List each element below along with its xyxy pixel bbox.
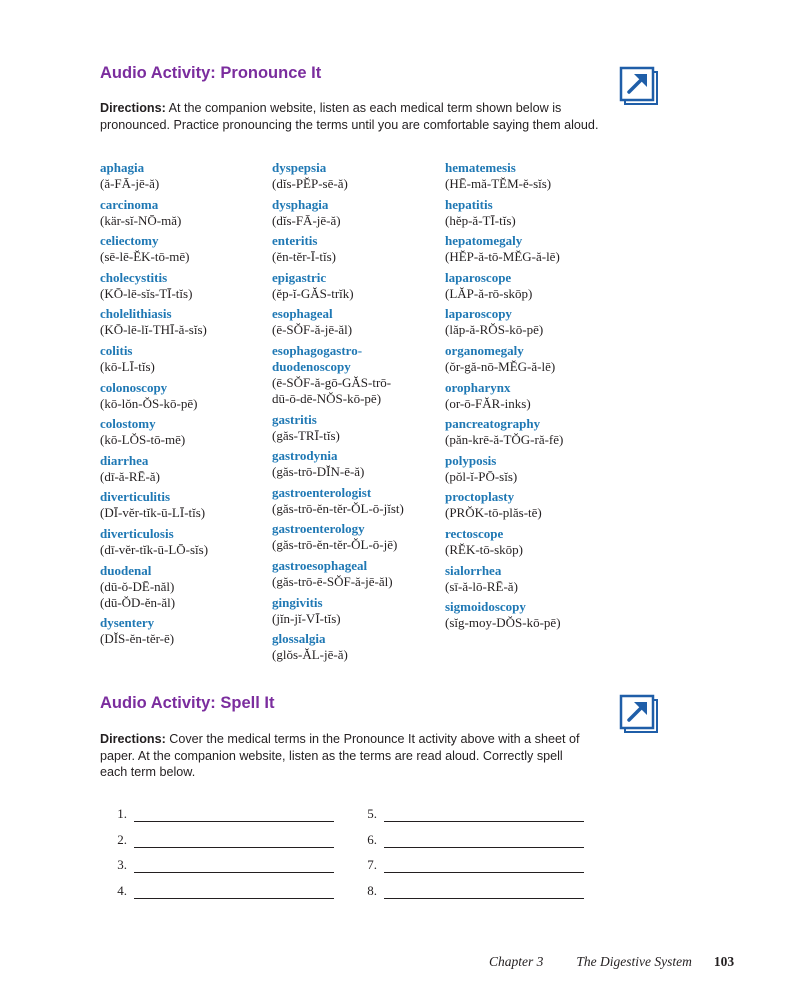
term-name: diverticulosis: [100, 525, 174, 541]
spell-number: 4.: [117, 883, 127, 898]
directions-text: At the companion website, listen as each medical term shown below is pronounced. Practice pronouncing the terms until you are comfortable saying them aloud.: [100, 101, 599, 132]
spell-item: [107, 806, 334, 822]
term-name: colitis: [100, 342, 133, 358]
term-pronunciation: (jĭn-jĭ-VĪ-tĭs): [272, 610, 341, 626]
term-entry: [445, 416, 620, 448]
term-entry: [445, 306, 620, 338]
term-column-1: [100, 160, 265, 652]
page-number: 103: [713, 954, 735, 969]
spell-number: 1.: [117, 806, 127, 821]
term-pronunciation: (kō-LŎS-tō-mē): [100, 432, 186, 448]
term-name: polyposis: [445, 452, 497, 468]
directions-label: Directions:: [100, 732, 166, 746]
term-name: sigmoidoscopy: [445, 599, 526, 615]
term-pronunciation: (DĪ-vĕr-tĭk-ū-LĪ-tĭs): [100, 505, 206, 521]
term-name: cholelithiasis: [100, 306, 172, 322]
term-pronunciation: (găs-trō-ĕn-tĕr-ŎL-ō-jĭst): [272, 500, 404, 516]
term-pronunciation: (găs-trō-ē-SŎF-ă-jē-ăl): [272, 573, 393, 589]
term-entry: [445, 563, 620, 595]
term-name: gastroenterology: [272, 521, 365, 537]
term-name: gastrodynia: [272, 448, 338, 464]
term-name: dysphagia: [272, 196, 329, 212]
term-pronunciation: (HĔP-ă-tō-MĔG-ă-lē): [445, 249, 560, 265]
term-name: duodenal: [100, 562, 152, 578]
pronounce-heading: Audio Activity: Pronounce It: [100, 64, 322, 82]
term-pronunciation: (glŏs-ĂL-jē-ă): [272, 647, 348, 663]
term-name: epigastric: [272, 269, 327, 285]
term-pronunciation: (ă-FĀ-jē-ă): [100, 176, 160, 191]
term-pronunciation: (sĭg-moy-DŎS-kō-pē): [445, 615, 561, 631]
term-pronunciation: (sē-lē-ĔK-tō-mē): [100, 249, 190, 265]
pronounce-directions: [100, 100, 600, 133]
term-name: diarrhea: [100, 452, 149, 468]
term-entry: [100, 380, 265, 412]
term-pronunciation: (ē-SŎF-ă-gō-GĂS-trō-: [272, 374, 392, 390]
term-entry: [100, 453, 265, 485]
term-entry: [272, 412, 440, 444]
term-pronunciation: (păn-krē-ă-TŎG-ră-fē): [445, 432, 564, 448]
spell-item: [357, 806, 584, 822]
term-name: carcinoma: [100, 196, 159, 212]
term-entry: [445, 453, 620, 485]
term-pronunciation: (ē-SŎF-ă-jē-ăl): [272, 322, 353, 338]
term-pronunciation: (dĭs-FĀ-jē-ă): [272, 212, 341, 228]
term-name: gastroenterologist: [272, 484, 372, 500]
spell-number: 6.: [367, 832, 377, 847]
spell-item: [357, 857, 584, 873]
audio-activity-icon[interactable]: [619, 694, 659, 734]
term-name: hepatomegaly: [445, 233, 523, 249]
term-entry: [100, 615, 265, 647]
term-pronunciation: (kär-sĭ-NŌ-mă): [100, 212, 182, 228]
term-name: rectoscope: [445, 525, 504, 541]
term-pronunciation: (dĭs-PĔP-sē-ă): [272, 176, 348, 191]
term-pronunciation: (kō-lŏn-ŎS-kō-pē): [100, 395, 198, 411]
term-name: organomegaly: [445, 342, 524, 358]
term-entry: [272, 197, 440, 229]
term-pronunciation: (lăp-ă-RŎS-kō-pē): [445, 322, 544, 338]
term-pronunciation: (sī-ă-lō-RĒ-ă): [445, 578, 518, 594]
spell-answer-line[interactable]: [384, 858, 584, 873]
term-name: laparoscope: [445, 269, 512, 285]
spell-number: 8.: [367, 883, 377, 898]
term-entry: [272, 160, 440, 192]
term-entry: [272, 521, 440, 553]
term-name: esophagogastro- duodenoscopy: [272, 342, 363, 374]
term-name: colonoscopy: [100, 379, 168, 395]
term-entry: [100, 416, 265, 448]
term-pronunciation: (DĬS-ĕn-tĕr-ē): [100, 631, 175, 647]
directions-label: Directions:: [100, 101, 166, 115]
term-entry: [272, 485, 440, 517]
term-entry: [445, 197, 620, 229]
term-name: enteritis: [272, 233, 318, 249]
term-entry: [100, 160, 265, 192]
term-pronunciation: (HĒ-mă-TĔM-ĕ-sĭs): [445, 176, 552, 191]
term-pronunciation: (LĂP-ă-rō-skōp): [445, 285, 533, 301]
spell-number: 2.: [117, 832, 127, 847]
spell-number: 5.: [367, 806, 377, 821]
term-entry: [100, 343, 265, 375]
term-column-3: [445, 160, 620, 636]
term-name: aphagia: [100, 160, 145, 175]
term-entry: [100, 563, 265, 611]
spell-item: [107, 832, 334, 848]
spell-answer-line[interactable]: [134, 807, 334, 822]
term-entry: [272, 306, 440, 338]
term-name: oropharynx: [445, 379, 511, 395]
spell-number: 7.: [367, 857, 377, 872]
term-pronunciation: (găs-trō-ĕn-tĕr-ŎL-ō-jē): [272, 537, 398, 553]
spell-answer-line[interactable]: [384, 884, 584, 899]
term-pronunciation: (dī-vĕr-tĭk-ū-LŌ-sĭs): [100, 541, 209, 557]
term-name: hematemesis: [445, 160, 516, 175]
term-name: colostomy: [100, 416, 156, 432]
spell-item: [357, 883, 584, 899]
term-entry: [100, 526, 265, 558]
term-pronunciation: dū-ō-dē-NŎS-kō-pē): [272, 390, 382, 406]
term-name: gastroesophageal: [272, 557, 368, 573]
spell-answer-line[interactable]: [384, 807, 584, 822]
term-entry: [445, 526, 620, 558]
spell-answer-line[interactable]: [134, 884, 334, 899]
term-pronunciation: (ĕp-ĭ-GĂS-trĭk): [272, 285, 354, 301]
spell-answer-line[interactable]: [134, 858, 334, 873]
term-name: laparoscopy: [445, 306, 512, 322]
footer-title: The Digestive System: [576, 954, 692, 969]
term-pronunciation: (găs-TRĪ-tĭs): [272, 427, 340, 443]
term-pronunciation: (ŏr-gă-nō-MĔG-ă-lē): [445, 358, 556, 374]
term-pronunciation: (ĕn-tĕr-Ī-tĭs): [272, 249, 336, 265]
term-entry: [445, 599, 620, 631]
term-name: hepatitis: [445, 196, 493, 212]
term-name: cholecystitis: [100, 269, 168, 285]
spell-number: 3.: [117, 857, 127, 872]
spell-directions: [100, 731, 580, 781]
term-pronunciation: (PRŎK-tō-plăs-tē): [445, 505, 542, 521]
spell-item: [357, 832, 584, 848]
term-pronunciation: (kō-LĪ-tĭs): [100, 358, 155, 374]
spell-item: [107, 857, 334, 873]
term-name: dyspepsia: [272, 160, 327, 175]
term-pronunciation: (KŌ-lē-lĭ-THĪ-ă-sĭs): [100, 322, 207, 338]
term-pronunciation: (dī-ă-RĒ-ă): [100, 468, 160, 484]
audio-activity-icon[interactable]: [619, 66, 659, 106]
term-name: gingivitis: [272, 594, 323, 610]
page-footer: [489, 954, 734, 970]
term-entry: [100, 197, 265, 229]
term-name: sialorrhea: [445, 562, 502, 578]
spell-answer-line[interactable]: [134, 833, 334, 848]
term-pronunciation: (or-ō-FĂR-inks): [445, 395, 531, 411]
term-entry: [445, 489, 620, 521]
term-name: pancreatography: [445, 416, 541, 432]
term-entry: [272, 631, 440, 663]
term-name: diverticulitis: [100, 489, 171, 505]
term-pronunciation: (dū-ŎD-ĕn-ăl): [100, 594, 176, 610]
term-pronunciation: (pŏl-ĭ-PŌ-sĭs): [445, 468, 518, 484]
term-pronunciation: (RĔK-tō-skōp): [445, 541, 523, 557]
term-entry: [272, 343, 440, 407]
term-entry: [272, 558, 440, 590]
term-entry: [445, 160, 620, 192]
term-entry: [100, 306, 265, 338]
term-pronunciation: (hĕp-ă-TĪ-tĭs): [445, 212, 516, 228]
term-entry: [445, 343, 620, 375]
term-entry: [100, 489, 265, 521]
term-pronunciation: (dū-ŏ-DĒ-năl): [100, 578, 175, 594]
term-entry: [272, 448, 440, 480]
term-pronunciation: (KŌ-lē-sĭs-TĪ-tĭs): [100, 285, 193, 301]
term-entry: [100, 233, 265, 265]
term-name: glossalgia: [272, 631, 326, 647]
spell-answer-line[interactable]: [384, 833, 584, 848]
term-entry: [445, 233, 620, 265]
term-column-2: [272, 160, 440, 668]
term-entry: [445, 380, 620, 412]
spell-heading: Audio Activity: Spell It: [100, 694, 275, 712]
directions-text: Cover the medical terms in the Pronounce It activity above with a sheet of paper. At the companion website, listen as the terms are read aloud. Correctly spell each term below.: [100, 732, 580, 779]
term-name: esophageal: [272, 306, 333, 322]
term-name: gastritis: [272, 411, 317, 427]
term-name: dysentery: [100, 615, 155, 631]
term-entry: [272, 270, 440, 302]
spell-item: [107, 883, 334, 899]
term-name: proctoplasty: [445, 489, 515, 505]
footer-chapter: Chapter 3: [489, 954, 544, 969]
term-entry: [272, 233, 440, 265]
term-name: celiectomy: [100, 233, 159, 249]
term-entry: [100, 270, 265, 302]
term-entry: [445, 270, 620, 302]
term-pronunciation: (găs-trō-DĬN-ē-ă): [272, 464, 365, 480]
term-entry: [272, 595, 440, 627]
